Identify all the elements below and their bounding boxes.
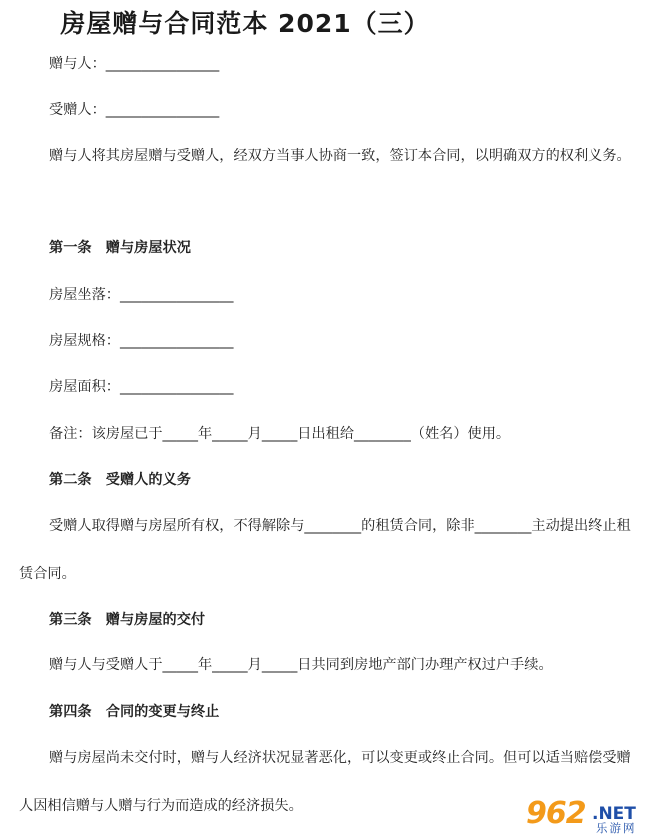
house-location-line: 房屋坐落：________________: [49, 287, 234, 303]
article4-paragraph: 赠与房屋尚未交付时，赠与人经济状况显著恶化，可以变更或终止合同。但可以适当赔偿受赠人因相信赠与人赠与行为而造成的经济损失。: [19, 750, 631, 814]
article1-heading: 第一条 赠与房屋状况: [49, 240, 191, 256]
intro-paragraph: 赠与人将其房屋赠与受赠人，经双方当事人协商一致，签订本合同，以明确双方的权利义务。: [49, 148, 631, 164]
document-title: 房屋赠与合同范本 2021（三）: [60, 9, 430, 38]
article2-paragraph: 受赠人取得赠与房屋所有权，不得解除与________的租赁合同，除非________主动提出终止租赁合同。: [19, 518, 631, 582]
article3-paragraph: 赠与人与受赠人于_____年_____月_____日共同到房地产部门办理产权过户手续。: [49, 657, 553, 673]
house-area-line: 房屋面积：________________: [49, 379, 234, 395]
article4-heading: 第四条 合同的变更与终止: [49, 704, 220, 720]
watermark-site-name: 乐游网: [596, 821, 637, 835]
site-watermark-logo: [526, 796, 654, 836]
article2-heading: 第二条 受赠人的义务: [49, 472, 191, 488]
donor-line: 赠与人：________________: [49, 56, 220, 72]
note-line: 备注：该房屋已于_____年_____月_____日出租给________（姓名）使用。: [49, 426, 511, 442]
watermark-suffix: .NET: [592, 804, 636, 824]
house-spec-line: 房屋规格：________________: [49, 333, 234, 349]
article3-heading: 第三条 赠与房屋的交付: [49, 612, 206, 628]
watermark-number: 962: [526, 796, 586, 831]
recipient-line: 受赠人：________________: [49, 102, 220, 118]
